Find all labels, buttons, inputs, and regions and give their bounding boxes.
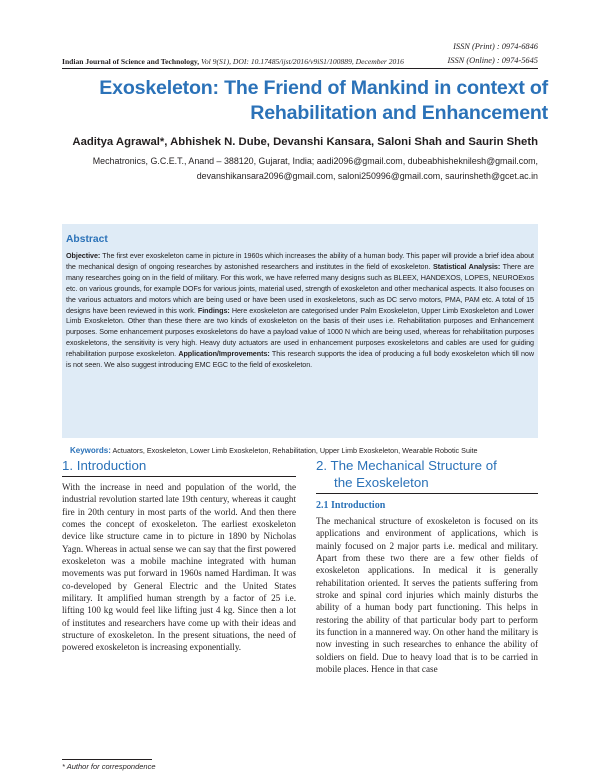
- section-2-heading-line-2: the Exoskeleton: [334, 475, 429, 490]
- section-1-rule: [62, 476, 296, 477]
- header-rule: [62, 68, 538, 69]
- abstract-box: [62, 224, 538, 438]
- subsection-2-1-heading: 2.1 Introduction: [316, 500, 386, 511]
- journal-name: Indian Journal of Science and Technology,: [62, 57, 200, 66]
- abstract-heading: Abstract: [66, 234, 108, 245]
- issn-online: ISSN (Online) : 0974-5645: [447, 56, 538, 65]
- section-2-heading: [316, 457, 497, 491]
- title-line-2: Rehabilitation and Enhancement: [250, 102, 548, 124]
- findings-text: Here exoskeleton are categorised under Palm Exoskeleton, Upper Limb Exoskeleton and Lower Limb Exoskeleton. Other than these there are two kinds of exoskeleton on the basis of their uses i.e. Rehabilitation purposes and Enhancement purposes. Some enhancement purposes exoskeletons do have a payload value of 1000 N which are being used, whereas for rehabilitation purposes exoskeletons, the sensitivity is very high. Heavy duty actuators are used in enhancement purposes exoskeletons and cables are used for guiding rehabilitation purpose exoskeleton.: [66, 305, 534, 359]
- stat-label: Statistical Analysis:: [432, 261, 501, 271]
- affiliation: [68, 154, 538, 183]
- title-line-1: Exoskeleton: The Friend of Mankind in context of: [99, 77, 548, 99]
- keywords-label: Keywords:: [70, 446, 111, 455]
- application-text: This research supports the idea of producing a full body exoskeleton which till now is not seen. We also suggest introducing EMC EGC to the field of exoskeleton.: [66, 349, 534, 370]
- section-2-body: The mechanical structure of exoskeleton is focused on its applications and environment of applications, which is mainly focused on 2 major parts i.e. medical and military. Apart from these two there are a few other fields of exoskeleton applications. In medical it is generally rehabilitation oriented. It serves the patients suffering from stroke and spinal cord injuries which mainly disturbs the ability of a human body part functioning. This helps in restoring the ability of that particular body part to perform its function in a mannered way. On other hand the military is now investing in such researches to enhance the ability of soldiers on field. Due to heavy load that is to be carried in mobile places. Hence in that case: [316, 516, 538, 675]
- objective-label: Objective:: [66, 251, 101, 260]
- article-title: [62, 76, 548, 126]
- application-label: Application/Improvements:: [178, 349, 270, 359]
- stat-text: There are many researches going on in the field of military. For this work, we have referred many designs such as BLEEX, HANDEXOS, LOPES, NEUROExos etc. on various grounds, for example DOFs for various joints, material used, strength of exoskeleton and other mechanical aspects. It also focuses on the various actuators and motors which are being used or have been used in exoskeletons, such as DC servo motors, PMA, PAM etc. A total of 15 designs have been reviewed in this work.: [66, 261, 534, 315]
- footnote-rule: [62, 759, 152, 760]
- affiliation-line-2: devanshikansara2096@gmail.com, saloni250996@gmail.com, saurinsheth@gcet.ac.in: [196, 170, 538, 181]
- section-2-rule: [316, 493, 538, 494]
- section-1-body: With the increase in need and population of the world, the industrial revolution started late 19th century, whereas it caught fire in 20th century in most parts of the world. And then there comes the concept of exoskeleton. The earliest exoskeleton device like structure came in to picture in 1890 by Nicholas Yagn. Whereas in actual sense we can say that the first powered exoskeleton was a mobile machine integrated with human movements was put forward in 1960s named Hardiman. It was co-developed by General Electric and the United States military. It amplified human strength by a factor of 25 i.e. lifting 100 kg would feel like lifting just 4 kg. Since then a lot of institutes and researchers have come up with their ideas and structure of exoskeleton. In the present situations, the need of powered exoskeleton is increasing exponentially.: [62, 482, 296, 653]
- keywords-text: Actuators, Exoskeleton, Lower Limb Exoskeleton, Rehabilitation, Upper Limb Exoskeleton, Wearable Robotic Suite: [110, 446, 478, 455]
- keywords: [62, 446, 538, 457]
- author-list: Aaditya Agrawal*, Abhishek N. Dube, Devanshi Kansara, Saloni Shah and Saurin Sheth: [72, 136, 538, 148]
- section-1-heading: 1. Introduction: [62, 458, 147, 473]
- issn-print: ISSN (Print) : 0974-6846: [453, 42, 538, 51]
- abstract-text: [66, 251, 534, 371]
- affiliation-line-1: Mechatronics, G.C.E.T., Anand – 388120, Gujarat, India; aadi2096@gmail.com, dubeabhisheknilesh@gmail.com,: [92, 156, 538, 166]
- journal-meta: Vol 9(S1), DOI: 10.17485/ijst/2016/v9iS1/100889, December 2016: [199, 57, 404, 66]
- objective-text: The first ever exoskeleton came in picture in 1960s which increases the ability of a human body. This paper will provide a brief idea about the mechanical design of ongoing researches by astonished researchers and institutes in the field of exoskeleton.: [66, 251, 534, 271]
- section-2-heading-line-1: 2. The Mechanical Structure of: [316, 458, 497, 473]
- journal-citation: [62, 57, 538, 66]
- footnote: * Author for correspondence: [62, 762, 156, 771]
- findings-label: Findings:: [197, 305, 230, 315]
